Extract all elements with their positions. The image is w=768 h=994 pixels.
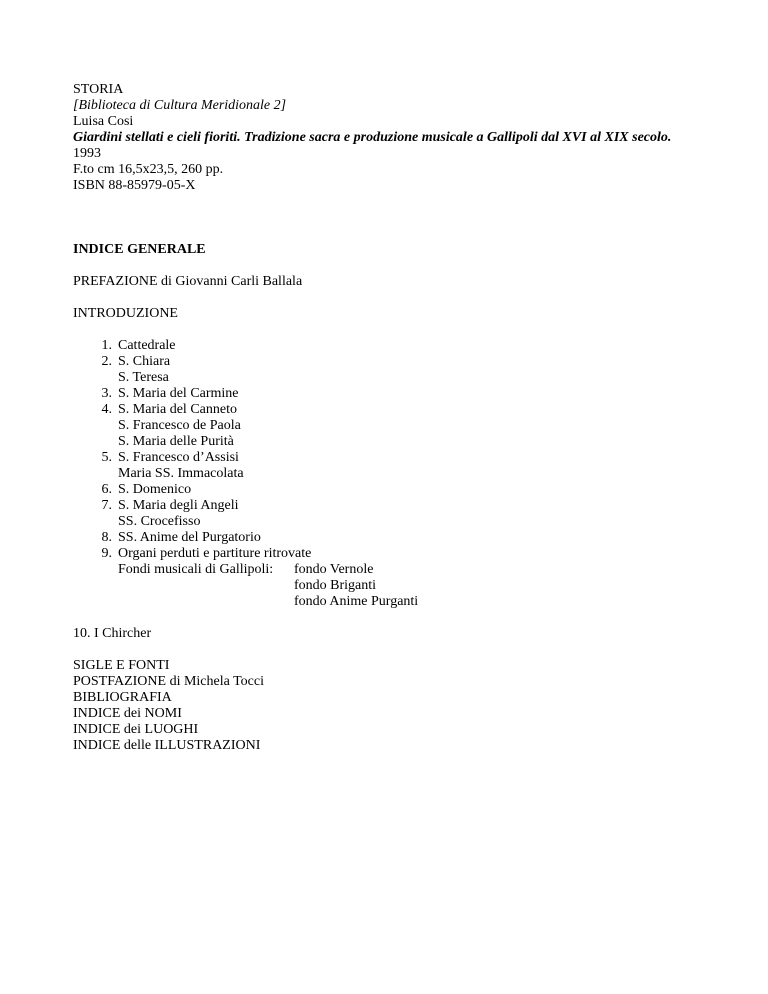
chapter-title: S. Chiara <box>118 354 171 369</box>
chapter-item <box>73 626 713 642</box>
appendix-list <box>73 658 713 754</box>
chapter-title: Cattedrale <box>118 338 176 353</box>
chapter-title: Maria SS. Immacolata <box>118 466 244 481</box>
appendix-item: INDICE delle ILLUSTRAZIONI <box>73 738 261 753</box>
chapter-item <box>73 370 713 386</box>
chapter-item <box>73 530 713 546</box>
publication-year: 1993 <box>73 146 101 161</box>
appendix-item: BIBLIOGRAFIA <box>73 690 172 705</box>
chapter-title: S. Maria delle Purità <box>118 434 234 449</box>
chapter-10-entry: 10. I Chircher <box>73 626 152 641</box>
isbn: ISBN 88-85979-05-X <box>73 178 196 193</box>
series-label: [Biblioteca di Cultura Meridionale 2] <box>73 98 287 113</box>
book-title: Giardini stellati e cieli fioriti. Tradizione sacra e produzione musicale a Gallipoli dal XVI al XIX secolo. <box>73 130 672 145</box>
appendix-item: INDICE dei NOMI <box>73 706 182 721</box>
chapter-number: 6. <box>101 482 112 497</box>
fondi-row <box>73 562 713 578</box>
spacer <box>73 290 713 306</box>
chapter-item <box>73 482 713 498</box>
document-page <box>73 82 713 754</box>
fondi-item: fondo Briganti <box>294 578 377 593</box>
chapter-number: 9. <box>101 546 112 561</box>
index-heading: INDICE GENERALE <box>73 242 206 257</box>
chapter-list <box>73 338 713 610</box>
introduction-entry: INTRODUZIONE <box>73 306 178 321</box>
appendix-item: INDICE dei LUOGHI <box>73 722 199 737</box>
chapter-title: SS. Crocefisso <box>118 514 201 529</box>
category-label: STORIA <box>73 82 124 97</box>
spacer <box>73 258 713 274</box>
chapter-number: 1. <box>101 338 112 353</box>
chapter-title: S. Francesco de Paola <box>118 418 241 433</box>
chapter-item <box>73 450 713 466</box>
spacer <box>73 194 713 242</box>
chapter-number: 5. <box>101 450 112 465</box>
chapter-number: 7. <box>101 498 112 513</box>
fondi-row <box>73 578 713 594</box>
chapter-title: S. Maria del Carmine <box>118 386 239 401</box>
chapter-item <box>73 386 713 402</box>
fondi-label: Fondi musicali di Gallipoli: <box>118 562 274 577</box>
chapter-item <box>73 546 713 562</box>
chapter-title: SS. Anime del Purgatorio <box>118 530 261 545</box>
preface-entry: PREFAZIONE di Giovanni Carli Ballala <box>73 274 303 289</box>
chapter-title: S. Domenico <box>118 482 192 497</box>
spacer <box>73 610 713 626</box>
chapter-number: 2. <box>101 354 112 369</box>
chapter-title: S. Francesco d’Assisi <box>118 450 239 465</box>
spacer <box>73 322 713 338</box>
chapter-item <box>73 434 713 450</box>
chapter-title: Organi perduti e partiture ritrovate <box>118 546 312 561</box>
chapter-title: S. Maria degli Angeli <box>118 498 239 513</box>
chapter-item <box>73 514 713 530</box>
chapter-title: S. Maria del Canneto <box>118 402 237 417</box>
chapter-item <box>73 354 713 370</box>
chapter-item <box>73 466 713 482</box>
fondi-row <box>73 594 713 610</box>
appendix-item: POSTFAZIONE di Michela Tocci <box>73 674 264 689</box>
chapter-number: 3. <box>101 386 112 401</box>
fondi-item: fondo Vernole <box>294 562 374 577</box>
book-format: F.to cm 16,5x23,5, 260 pp. <box>73 162 224 177</box>
chapter-item <box>73 402 713 418</box>
chapter-number: 4. <box>101 402 112 417</box>
chapter-item <box>73 418 713 434</box>
fondi-item: fondo Anime Purganti <box>294 594 419 609</box>
author-name: Luisa Cosi <box>73 114 134 129</box>
appendix-item: SIGLE E FONTI <box>73 658 170 673</box>
chapter-number: 8. <box>101 530 112 545</box>
spacer <box>73 642 713 658</box>
chapter-item <box>73 498 713 514</box>
chapter-title: S. Teresa <box>118 370 169 385</box>
chapter-item <box>73 338 713 354</box>
